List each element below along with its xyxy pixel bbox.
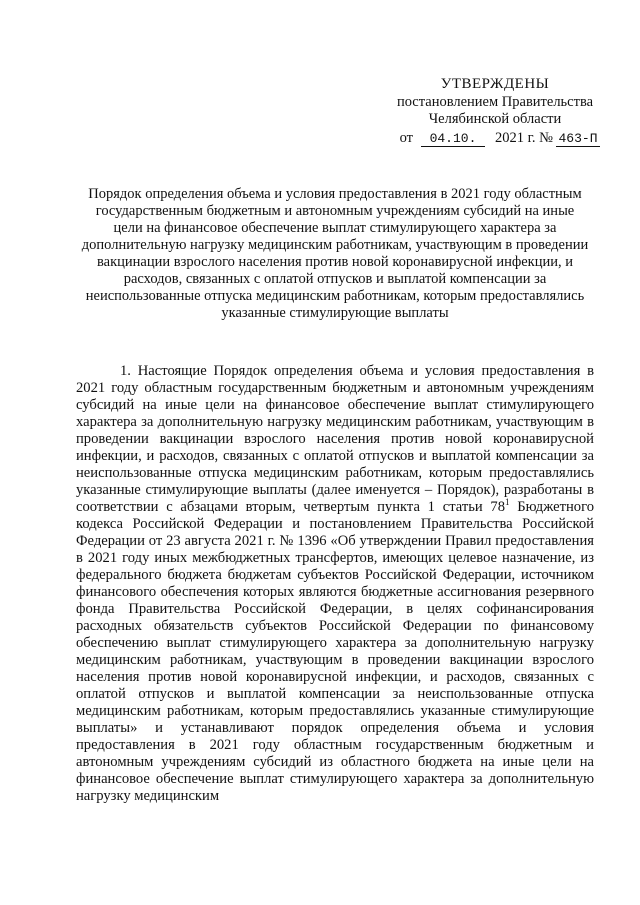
- paragraph-1: [76, 363, 594, 805]
- article-superscript: 1: [505, 497, 510, 508]
- approval-line-region: Челябинской области: [428, 111, 562, 127]
- approval-line-resolution: постановлением Правительства: [396, 94, 594, 110]
- paragraph-1-part-2: Бюджетного кодекса Российской Федерации и постановлением Правительства Российской Федерации от 23 августа 2021 г. № 1396 «Об утверждении Правил предоставления в 2021 году иных межбюджетных трансфертов, имеющих целевое назначение, из федерального бюджета бюджетам субъектов Российской Федерации, источником финансового обеспечения которых являются бюджетные ассигнования резервного фонда Правительства Российской Федерации, в целях софинансирования расходных обязательств субъектов Российской Федерации по финансовому обеспечению выплат стимулирующего характера за дополнительную нагрузку медицинским работникам, участвующим в проведении вакцинации взрослого населения против новой коронавирусной инфекции, и расходов, связанных с оплатой отпусков и выплатой компенсации за неиспользованные отпуска медицинским работникам, которым предоставлялись указанные стимулирующие выплаты» и устанавливают порядок определения объема и условия предоставления в 2021 году областным государственным бюджетным и автономным учреждениям субсидий из областного бюджета на иные цели на финансовое обеспечение выплат стимулирующего характера за дополнительную нагрузку медицинским: [76, 499, 595, 804]
- approval-block: [390, 76, 600, 147]
- approval-year-label: 2021 г. №: [494, 130, 553, 146]
- paragraph-1-part-1: 1. Настоящие Порядок определения объема и условия предоставления в 2021 году областным государственным бюджетным и автономным учреждениям субсидий на иные цели на финансовое обеспечение выплат стимулирующего характера за дополнительную нагрузку медицинским работникам, участвующим в проведении вакцинации взрослого населения против новой коронавирусной инфекции, и расходов, связанных с оплатой отпусков и выплатой компенсации за неиспользованные отпуска медицинским работникам, которым предоставлялись указанные стимулирующие выплаты (далее именуется – Порядок), разработаны в соответствии с абзацами вторым, четвертым пункта 1 статьи 78: [76, 363, 594, 515]
- approval-number: 463-П: [556, 132, 600, 147]
- approval-from-label: от: [399, 130, 413, 146]
- approval-date-row: [390, 130, 600, 147]
- document-title: Порядок определения объема и условия предоставления в 2021 году областным государственным бюджетным и автономным учреждениям субсидий на иные цели на финансовое обеспечение выплат стимулирующего характера за дополнительную нагрузку медицинским работникам, участвующим в проведении вакцинации взрослого населения против новой коронавирусной инфекции, и расходов, связанных с оплатой отпусков и выплатой компенсации за неиспользованные отпуска медицинским работникам, которым предоставлялись указанные стимулирующие выплаты: [81, 186, 589, 321]
- approval-date: 04.10.: [421, 132, 485, 147]
- approval-title: УТВЕРЖДЕНЫ: [440, 76, 550, 92]
